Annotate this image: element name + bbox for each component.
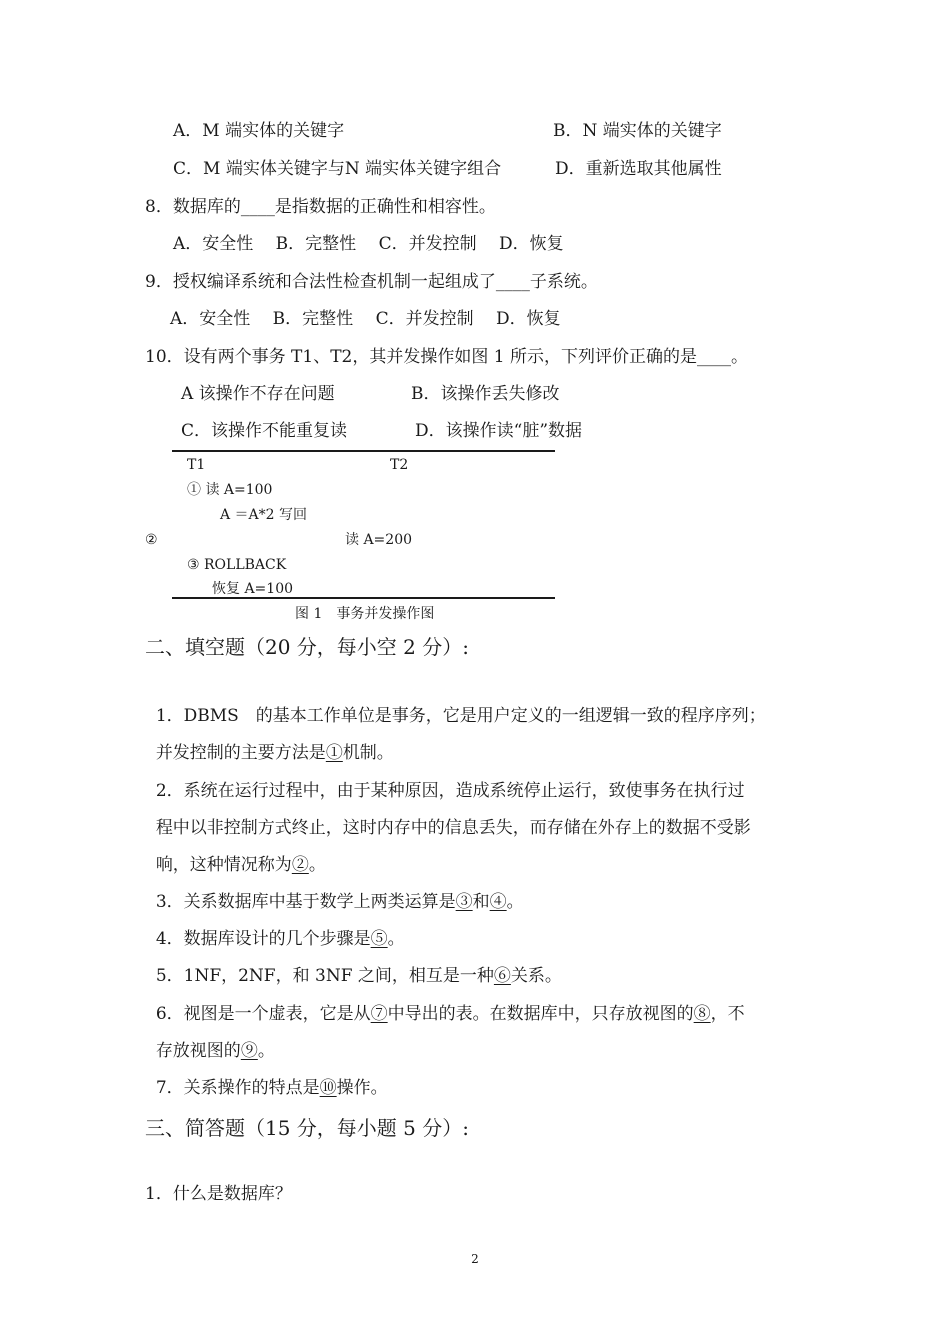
blank-3: ③: [455, 892, 473, 912]
fill-item: 6．视图是一个虚表，它是从⑦中导出的表。在数据库中，只存放视图的⑧，不: [155, 1004, 745, 1024]
q7-option-c: C．M 端实体关键字与N 端实体关键字组合: [173, 159, 502, 179]
section3-heading: 三、简答题（15 分，每小题 5 分）:: [145, 1116, 469, 1140]
q7-option-d: D．重新选取其他属性: [555, 159, 722, 179]
q10-option-a: A 该操作不存在问题: [181, 384, 335, 404]
fill-item: 存放视图的⑨。: [155, 1041, 275, 1061]
figure-col-t2: T2: [390, 457, 409, 473]
fill-item: 4．数据库设计的几个步骤是⑤。: [155, 929, 405, 949]
q9-options: A．安全性 B．完整性 C．并发控制 D．恢复: [170, 309, 561, 329]
blank-2: ②: [291, 855, 309, 875]
fill-item: 3．关系数据库中基于数学上两类运算是③和④。: [155, 892, 524, 912]
blank-8: ⑧: [693, 1004, 711, 1024]
fill-item: 7．关系操作的特点是⑩操作。: [155, 1078, 388, 1098]
section3-question-1: 1．什么是数据库？: [145, 1184, 292, 1204]
figure-step-2-mark: ②: [145, 532, 158, 548]
figure-caption: 图 1 事务并发操作图: [295, 606, 435, 622]
q10-option-c: C．该操作不能重复读: [181, 421, 348, 441]
blank-1: ①: [325, 743, 343, 763]
fill-item: 5．1NF，2NF，和 3NF 之间，相互是一种⑥关系。: [155, 966, 562, 986]
fill-item: 2．系统在运行过程中，由于某种原因，造成系统停止运行，致使事务在执行过: [155, 781, 745, 801]
q7-option-a: A．M 端实体的关键字: [173, 121, 345, 141]
fill-item: 1．DBMS 的基本工作单位是事务，它是用户定义的一组逻辑一致的程序序列；: [155, 706, 766, 726]
blank-6: ⑥: [493, 966, 511, 986]
fill-item: 响，这种情况称为②。: [155, 855, 326, 875]
q10-option-b: B．该操作丢失修改: [411, 384, 560, 404]
fill-item: 程中以非控制方式终止，这时内存中的信息丢失，而存储在外存上的数据不受影: [155, 818, 751, 838]
figure-step-2: 读 A=200: [345, 532, 413, 548]
q10-stem: 10．设有两个事务 T1、T2，其并发操作如图 1 所示，下列评价正确的是____。: [145, 347, 748, 367]
q7-option-b: B．N 端实体的关键字: [553, 121, 722, 141]
figure-step-3b: 恢复 A=100: [212, 581, 294, 597]
blank-5: ⑤: [370, 929, 388, 949]
q10-option-d: D．该操作读“脏”数据: [415, 421, 583, 441]
blank-9: ⑨: [240, 1041, 258, 1061]
figure-step-1: ① 读 A=100: [187, 482, 273, 498]
figure-bottom-rule: [172, 597, 555, 599]
blank-4: ④: [489, 892, 507, 912]
page-number: 2: [471, 1252, 479, 1266]
blank-10: ⑩: [319, 1078, 337, 1098]
figure-step-1b: A ＝A*2 写回: [220, 507, 308, 523]
figure-top-rule: [172, 450, 555, 452]
q9-stem: 9．授权编译系统和合法性检查机制一起组成了____子系统。: [145, 272, 598, 292]
figure-step-3: ③ ROLLBACK: [187, 557, 287, 573]
figure-col-t1: T1: [187, 457, 206, 473]
blank-7: ⑦: [370, 1004, 388, 1024]
fill-item: 并发控制的主要方法是①机制。: [155, 743, 394, 763]
section2-heading: 二、填空题（20 分，每小空 2 分）:: [145, 635, 469, 659]
q8-options: A．安全性 B．完整性 C．并发控制 D．恢复: [173, 234, 564, 254]
q8-stem: 8．数据库的____是指数据的正确性和相容性。: [145, 197, 496, 217]
